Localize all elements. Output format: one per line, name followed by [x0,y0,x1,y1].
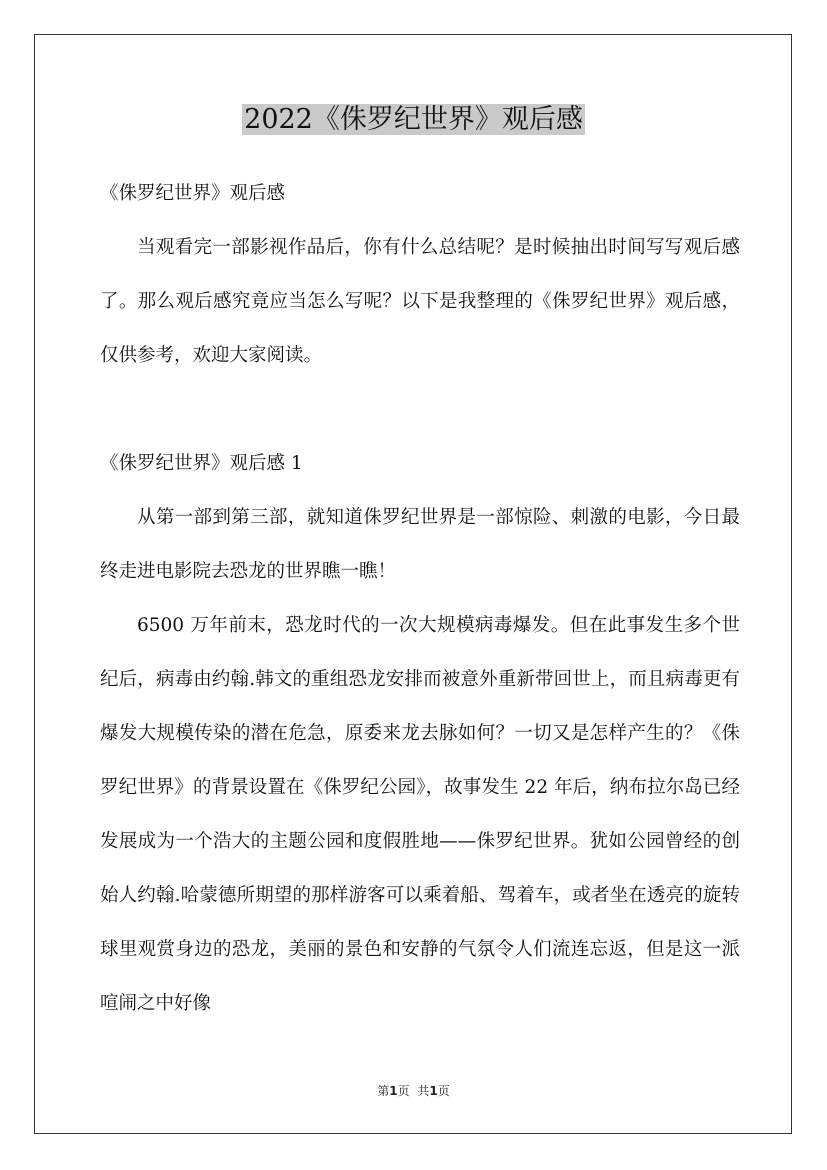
footer-page-suffix: 页 [397,1084,410,1098]
footer-page-prefix: 第 [377,1084,390,1098]
footer-page-number: 1 [389,1084,398,1098]
document-title-text: 2022《侏罗纪世界》观后感 [244,104,583,135]
document-title [0,100,827,140]
footer-total-number: 1 [429,1084,438,1098]
body-paragraph-2: 6500 万年前末，恐龙时代的一次大规模病毒爆发。但在此事发生多个世纪后，病毒由约翰.韩文的重组恐龙安排而被意外重新带回世上，而且病毒更有爆发大规模传染的潜在危急，原委来龙去脉如何？一切又是怎样产生的？《侏罗纪世界》的背景设置在《侏罗纪公园》，故事发生 22 年后，纳布拉尔岛已经发展成为一个浩大的主题公园和度假胜地——侏罗纪世界。犹如公园曾经的创始人约翰.哈蒙德所期望的那样游客可以乘着船、驾着车，或者坐在透亮的旋转球里观赏身边的恐龙，美丽的景色和安静的气氛令人们流连忘返，但是这一派喧闹之中好像 [100,615,740,1014]
footer-total-prefix: 共 [417,1084,430,1098]
intro-paragraph: 当观看完一部影视作品后，你有什么总结呢？是时候抽出时间写写观后感了。那么观后感究竟应当怎么写呢？以下是我整理的《侏罗纪世界》观后感，仅供参考，欢迎大家阅读。 [100,237,740,366]
section-heading: 《侏罗纪世界》观后感 1 [100,453,303,474]
page-footer [0,1082,827,1100]
body-paragraph-1: 从第一部到第三部，就知道侏罗纪世界是一部惊险、刺激的电影，今日最终走进电影院去恐龙的世界瞧一瞧！ [100,507,740,582]
document-subtitle: 《侏罗纪世界》观后感 [100,183,286,204]
footer-total-suffix: 页 [437,1084,450,1098]
